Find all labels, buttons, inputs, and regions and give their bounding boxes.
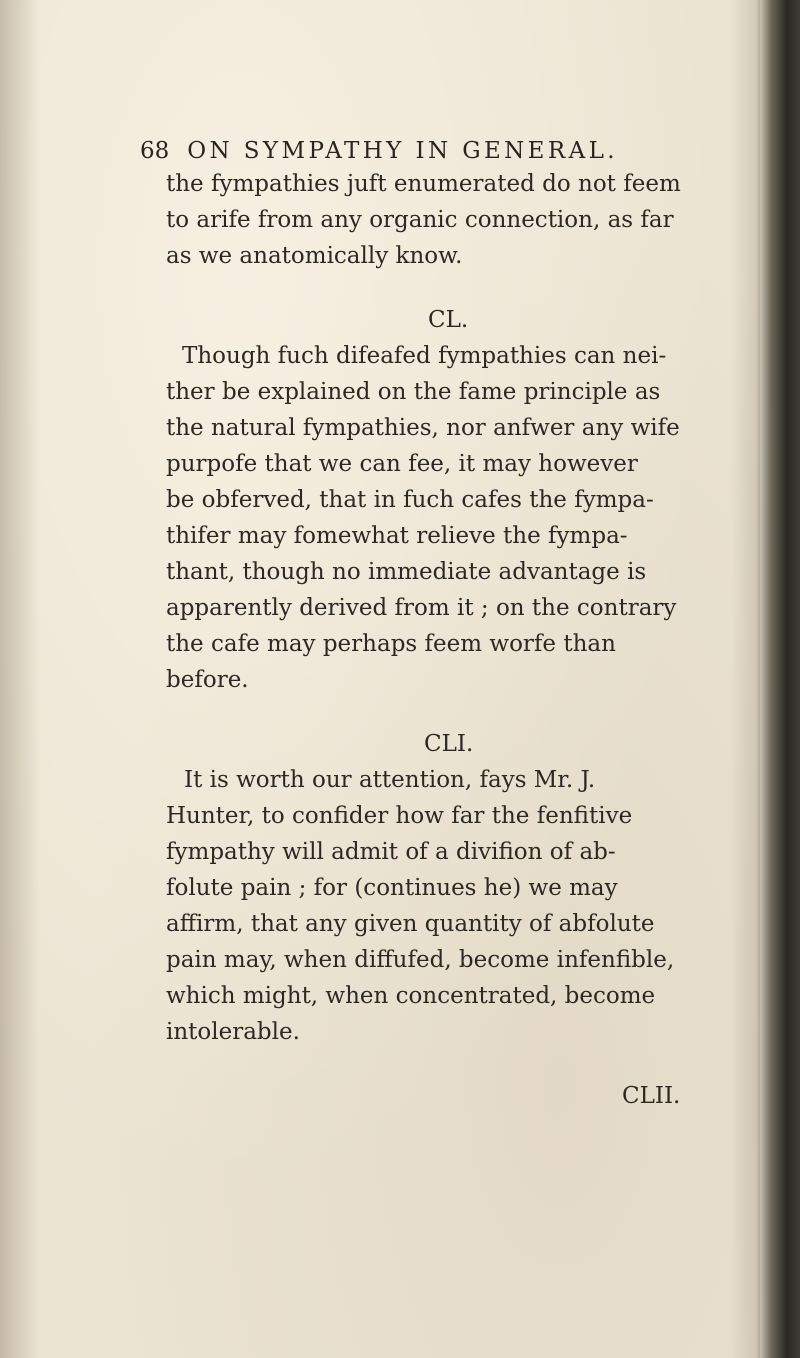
page-left-shadow: [0, 0, 40, 1358]
text-line: apparently derived from it ; on the contrary: [166, 595, 677, 621]
text-line: the fympathies juft enumerated do not feem: [166, 171, 681, 197]
text-line: intolerable.: [166, 1019, 300, 1045]
text-line: as we anatomically know.: [166, 243, 463, 269]
text-line: Though fuch difeafed fympathies can nei-: [182, 343, 667, 369]
catchword: CLII.: [622, 1083, 681, 1109]
text-line: folute pain ; for (continues he) we may: [166, 875, 618, 901]
text-line: to arife from any organic connection, as far: [166, 207, 674, 233]
text-line: It is worth our attention, fays Mr. J.: [184, 767, 596, 793]
text-line: pain may, when diffufed, become infenfible,: [166, 947, 675, 973]
text-line: thifer may fomewhat relieve the fympa-: [166, 523, 628, 549]
text-line: before.: [166, 667, 249, 693]
text-line: fympathy will admit of a divifion of ab-: [166, 839, 616, 865]
text-line: the natural fympathies, nor anfwer any wife: [166, 415, 680, 441]
section-heading-cli: CLI.: [424, 731, 474, 757]
book-binding-edge: [756, 0, 800, 1358]
text-line: thant, though no immediate advantage is: [166, 559, 647, 585]
text-line: ther be explained on the fame principle as: [166, 379, 661, 405]
text-line: purpofe that we can fee, it may however: [166, 451, 638, 477]
page-number: 68: [140, 138, 170, 164]
text-line: be obferved, that in fuch cafes the fympa-: [166, 487, 654, 513]
text-line: the cafe may perhaps feem worfe than: [166, 631, 616, 657]
section-heading-cl: CL.: [428, 307, 469, 333]
running-title: ON SYMPATHY IN GENERAL.: [187, 138, 618, 164]
text-line: which might, when concentrated, become: [166, 983, 656, 1009]
text-line: affirm, that any given quantity of abfolute: [166, 911, 655, 937]
text-line: Hunter, to confider how far the fenfitive: [166, 803, 633, 829]
